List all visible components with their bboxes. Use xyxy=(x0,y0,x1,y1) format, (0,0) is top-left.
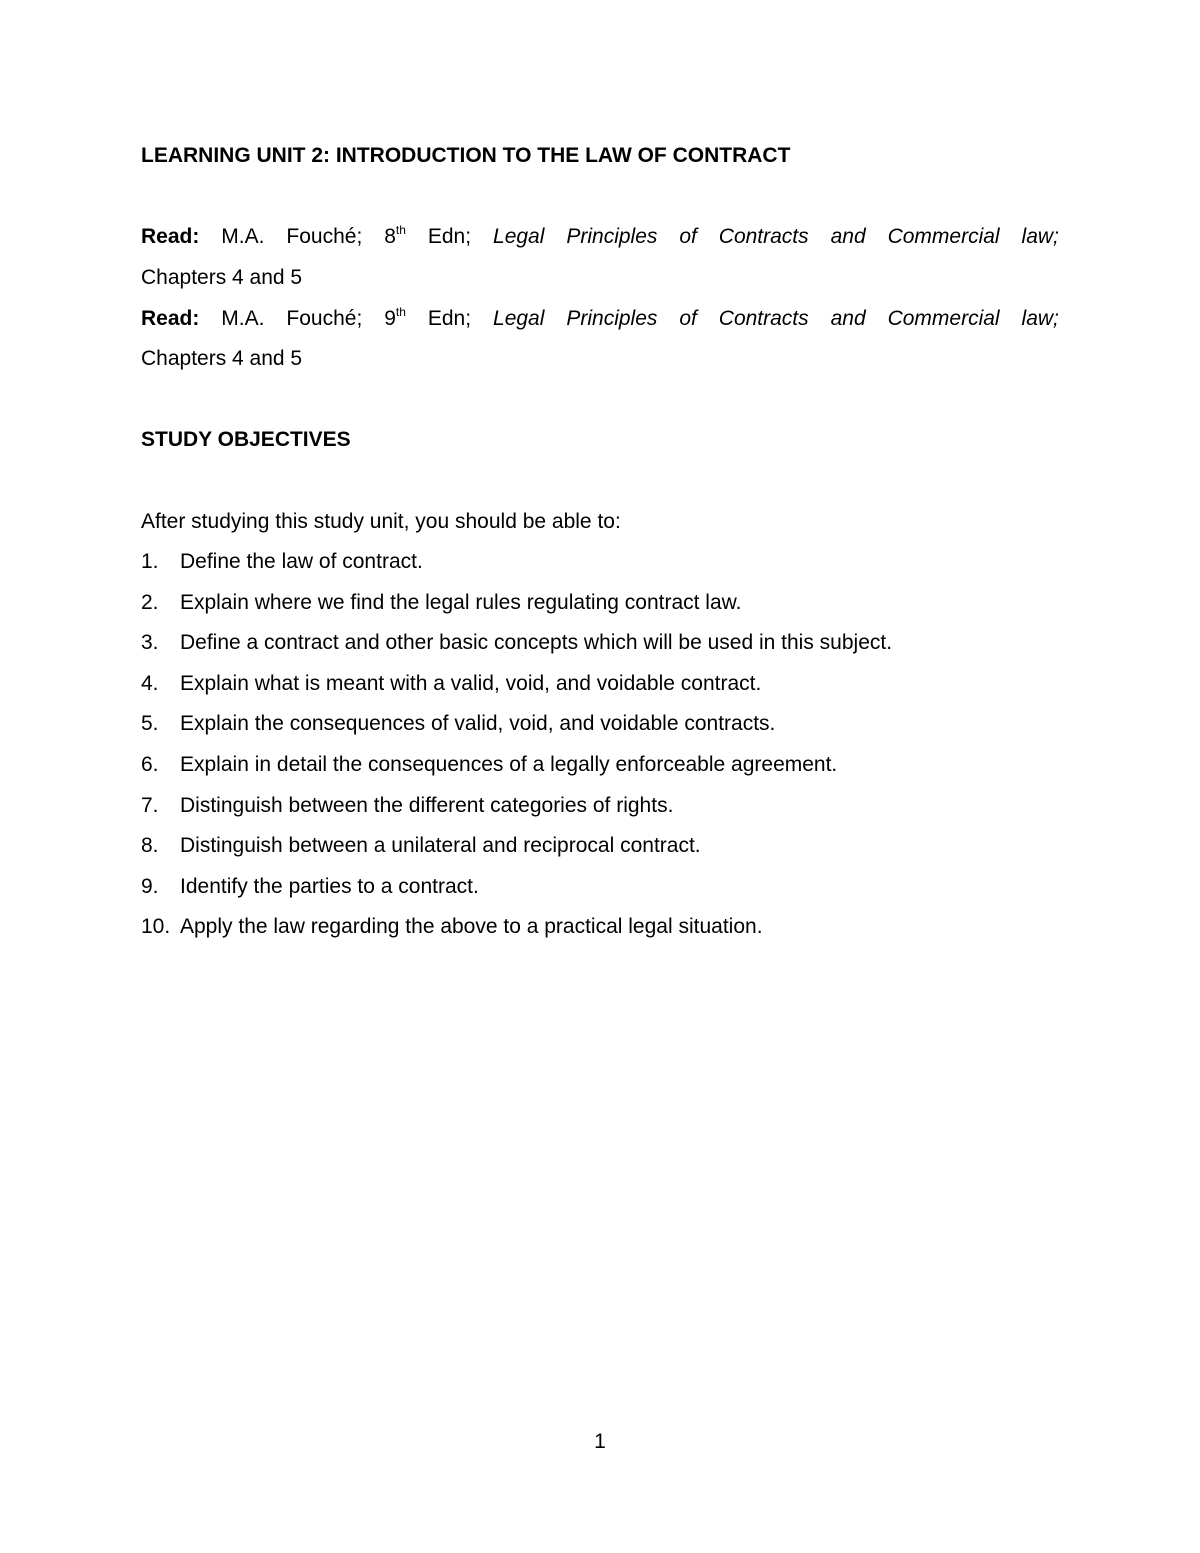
objectives-intro: After studying this study unit, you should be able to: xyxy=(141,510,621,533)
book-title-word: of xyxy=(679,225,697,248)
book-title-word: and xyxy=(830,307,866,330)
objective-number: 4. xyxy=(141,672,159,695)
book-title-word: law; xyxy=(1021,307,1059,330)
objective-text: Explain the consequences of valid, void, and voidable contracts. xyxy=(180,712,776,735)
objective-number: 5. xyxy=(141,712,159,735)
objective-number: 2. xyxy=(141,591,159,614)
edition: 8th xyxy=(384,223,406,248)
edition: 9th xyxy=(384,305,406,330)
book-title-word: Contracts xyxy=(718,225,809,248)
author-surname: Fouché; xyxy=(286,225,363,248)
objective-number: 6. xyxy=(141,753,159,776)
book-title-word: Principles xyxy=(566,225,658,248)
objective-text: Explain what is meant with a valid, void, and voidable contract. xyxy=(180,672,762,695)
objective-number: 8. xyxy=(141,834,159,857)
reading-line-1 xyxy=(141,223,1059,251)
page-number: 1 xyxy=(594,1430,606,1453)
reading-line-2 xyxy=(141,305,1059,333)
book-title-word: Legal xyxy=(493,225,545,248)
objective-text: Distinguish between a unilateral and reciprocal contract. xyxy=(180,834,701,857)
objective-text: Identify the parties to a contract. xyxy=(180,875,479,898)
objective-number: 7. xyxy=(141,794,159,817)
book-title-word: of xyxy=(679,307,697,330)
objective-number: 9. xyxy=(141,875,159,898)
objective-text: Explain where we find the legal rules regulating contract law. xyxy=(180,591,742,614)
book-title-word: Commercial xyxy=(887,307,1000,330)
reading-chapters-1: Chapters 4 and 5 xyxy=(141,266,303,289)
objective-text: Define a contract and other basic concepts which will be used in this subject. xyxy=(180,631,893,654)
objective-text: Define the law of contract. xyxy=(180,550,423,573)
objective-number: 10. xyxy=(141,915,171,938)
book-title-word: Legal xyxy=(493,307,545,330)
objective-text: Distinguish between the different categories of rights. xyxy=(180,794,674,817)
reading-chapters-2: Chapters 4 and 5 xyxy=(141,347,303,370)
author-initials: M.A. xyxy=(221,225,265,248)
book-title-word: law; xyxy=(1021,225,1059,248)
unit-title: LEARNING UNIT 2: INTRODUCTION TO THE LAW OF CONTRACT xyxy=(141,144,791,167)
book-title-word: and xyxy=(830,225,866,248)
author-surname: Fouché; xyxy=(286,307,363,330)
book-title-word: Commercial xyxy=(887,225,1000,248)
objective-text: Explain in detail the consequences of a legally enforceable agreement. xyxy=(180,753,838,776)
objective-number: 3. xyxy=(141,631,159,654)
book-title-word: Principles xyxy=(566,307,658,330)
author-initials: M.A. xyxy=(221,307,265,330)
read-label: Read: xyxy=(141,307,200,330)
edition-label: Edn; xyxy=(427,307,472,330)
objectives-heading: STUDY OBJECTIVES xyxy=(141,428,351,451)
objective-text: Apply the law regarding the above to a practical legal situation. xyxy=(180,915,763,938)
book-title-word: Contracts xyxy=(718,307,809,330)
edition-label: Edn; xyxy=(427,225,472,248)
read-label: Read: xyxy=(141,225,200,248)
objective-number: 1. xyxy=(141,550,159,573)
